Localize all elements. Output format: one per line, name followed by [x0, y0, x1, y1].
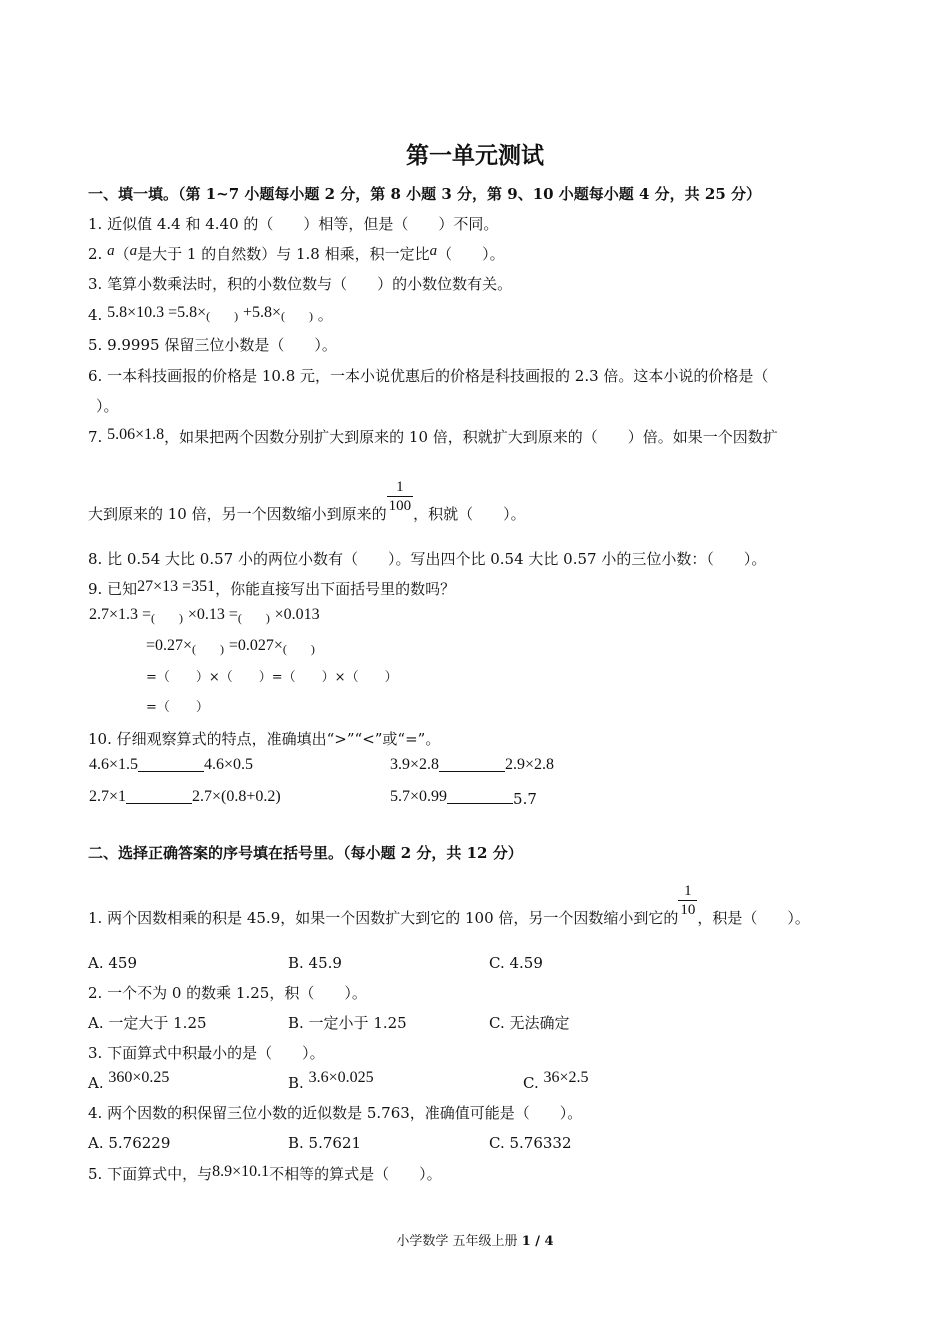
option-2-3-c[interactable]: C. 36×2.5 [523, 1069, 589, 1092]
question-1-8: 8. 比 0.54 大比 0.57 小的两位小数有（ ）。写出四个比 0.54 大比 0.57 小的三位小数：（ ）。 [88, 550, 767, 568]
answer-blank[interactable] [126, 789, 192, 804]
compare-2: 3.9×2.8 2.9×2.8 [390, 756, 555, 773]
question-2-1: 1. 两个因数相乘的积是 45.9，如果一个因数扩大到它的 100 倍，另一个因数缩小到它的 $\frac{1}{10}$ ，积是（ ）。 [88, 883, 810, 927]
answer-blank[interactable] [447, 789, 513, 804]
question-1-1: 1. 近似值 4.4 和 4.40 的（ ）相等，但是（ ）不同。 [88, 215, 499, 233]
question-1-9-row4: =（ ） [146, 700, 209, 715]
question-1-7-line1: 7. 5.06×1.8，如果把两个因数分别扩大到原来的 10 倍，积就扩大到原来的（ ）倍。如果一个因数扩 [88, 426, 778, 446]
option-2-1-a[interactable]: A. 459 [88, 954, 137, 972]
compare-4: 5.7×0.99 5.7 [390, 788, 537, 808]
question-2-4: 4. 两个因数的积保留三位小数的近似数是 5.763，准确值可能是（ ）。 [88, 1104, 583, 1122]
question-1-9-row1: 2.7×1.3 =( ) ×0.13 =( ) ×0.013 [89, 606, 320, 625]
question-1-9-row2: =0.27×( ) =0.027×( ) [146, 637, 315, 656]
question-2-5: 5. 下面算式中，与8.9×10.1不相等的算式是（ ）。 [88, 1163, 442, 1183]
option-2-3-a[interactable]: A. 360×0.25 [88, 1069, 170, 1092]
option-2-2-c[interactable]: C. 无法确定 [489, 1014, 570, 1032]
compare-1: 4.6×1.5 4.6×0.5 [89, 756, 254, 773]
question-2-3: 3. 下面算式中积最小的是（ ）。 [88, 1044, 325, 1062]
section2-heading: 二、选择正确答案的序号填在括号里。（每小题 2 分，共 12 分） [88, 844, 523, 862]
section1-heading: 一、填一填。（第 1~7 小题每小题 2 分，第 8 小题 3 分，第 9、10 小题每小题 4 分，共 25 分） [88, 185, 761, 203]
option-2-1-c[interactable]: C. 4.59 [489, 954, 543, 972]
question-1-2: 2. a（a是大于 1 的自然数）与 1.8 相乘，积一定比a（ ）。 [88, 243, 505, 263]
question-1-3: 3. 笔算小数乘法时，积的小数位数与（ ）的小数位数有关。 [88, 275, 513, 293]
option-2-4-a[interactable]: A. 5.76229 [88, 1134, 171, 1152]
question-1-5: 5. 9.9995 保留三位小数是（ ）。 [88, 336, 337, 354]
page-title: 第一单元测试 [406, 142, 544, 169]
question-1-6-line2: ）。 [96, 397, 119, 415]
page-number: 1 [521, 1234, 531, 1249]
option-2-2-a[interactable]: A. 一定大于 1.25 [88, 1014, 207, 1032]
option-2-4-c[interactable]: C. 5.76332 [489, 1134, 572, 1152]
fraction-1-10: $\frac{1}{10}$ [680, 883, 696, 918]
compare-3: 2.7×1 2.7×(0.8+0.2) [89, 788, 281, 805]
question-1-6-line1: 6. 一本科技画报的价格是 10.8 元，一本小说优惠后的价格是科技画报的 2.3 倍。这本小说的价格是（ [88, 367, 769, 385]
answer-blank[interactable] [138, 757, 204, 772]
question-1-9-row3: =（ ）×（ ）=（ ）×（ ） [146, 670, 398, 685]
answer-blank[interactable] [439, 757, 505, 772]
page-footer: 小学数学 五年级上册 1 / 4 [396, 1234, 554, 1249]
option-2-3-b[interactable]: B. 3.6×0.025 [288, 1069, 374, 1092]
option-2-1-b[interactable]: B. 45.9 [288, 954, 342, 972]
question-2-2: 2. 一个不为 0 的数乘 1.25，积（ ）。 [88, 984, 367, 1002]
question-1-10: 10. 仔细观察算式的特点，准确填出“>”“<”或“=”。 [88, 730, 441, 748]
option-2-2-b[interactable]: B. 一定小于 1.25 [288, 1014, 407, 1032]
option-2-4-b[interactable]: B. 5.7621 [288, 1134, 362, 1152]
question-1-7-line2: 大到原来的 10 倍，另一个因数缩小到原来的 $\frac{1}{100}$ ，积就（ ）。 [88, 479, 526, 523]
question-1-9: 9. 已知27×13 =351，你能直接写出下面括号里的数吗？ [88, 578, 456, 598]
fraction-1-100: $\frac{1}{100}$ [388, 479, 412, 514]
question-1-4: 4. 5.8×10.3 =5.8×( ) +5.8×( ) 。 [88, 304, 333, 324]
